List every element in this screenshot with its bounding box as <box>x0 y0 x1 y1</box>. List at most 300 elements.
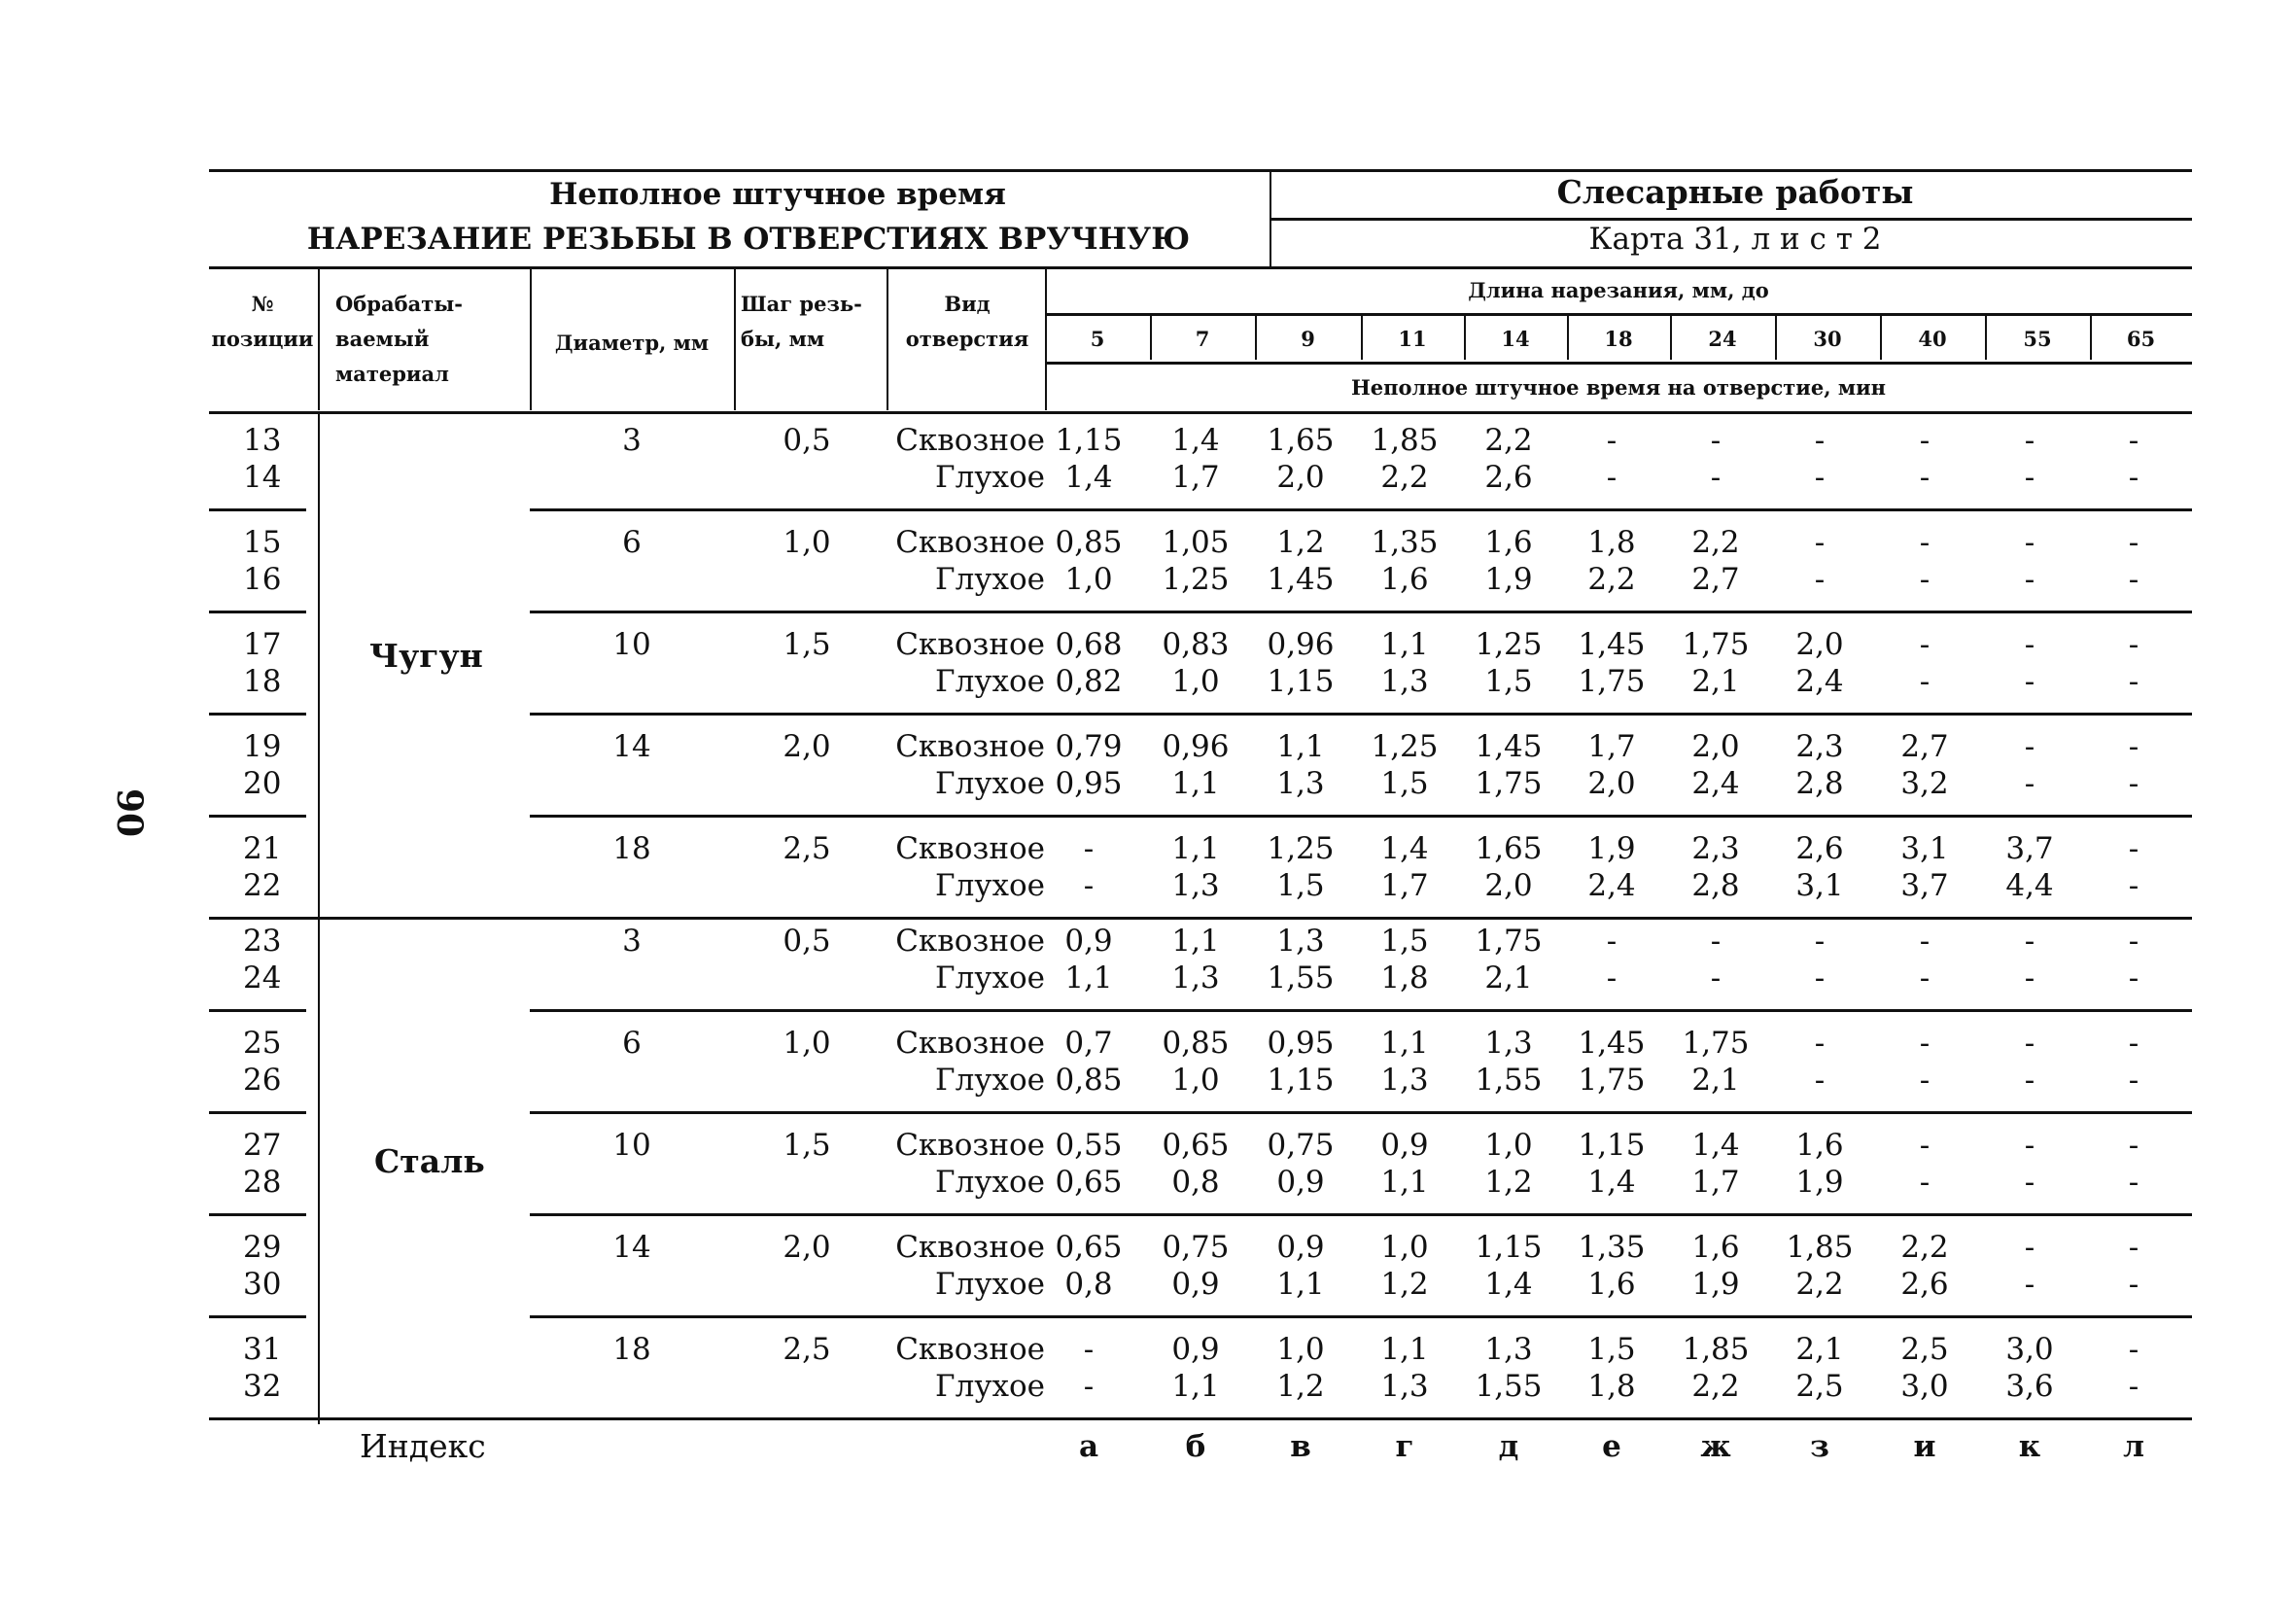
col-header-diameter: Диаметр, мм <box>554 331 710 355</box>
hole-type-label: Сквозное <box>895 627 1045 662</box>
time-cell: 0,65 <box>1162 1128 1230 1163</box>
time-cell: - <box>1710 961 1722 996</box>
time-cell: 1,0 <box>1276 1332 1325 1367</box>
index-label: Индекс <box>360 1427 486 1465</box>
time-cell: 1,35 <box>1371 525 1439 560</box>
pitch-value: 2,0 <box>783 1230 831 1265</box>
hole-type-label: Сквозное <box>895 1128 1045 1163</box>
diameter-value: 18 <box>612 1332 651 1367</box>
time-cell: 1,7 <box>1691 1165 1740 1200</box>
hole-type-label: Сквозное <box>895 1026 1045 1061</box>
time-cell: 1,4 <box>1171 423 1220 458</box>
time-cell: 1,5 <box>1276 868 1325 903</box>
time-cell: 1,15 <box>1475 1230 1543 1265</box>
diameter-value: 10 <box>612 627 651 662</box>
time-cell: 0,65 <box>1055 1230 1123 1265</box>
time-cell: - <box>2024 1230 2035 1265</box>
header-column-divider <box>530 266 532 410</box>
time-cell: 1,55 <box>1475 1369 1543 1404</box>
length-column-header: 55 <box>2023 327 2052 351</box>
time-cell: 2,6 <box>1795 831 1844 866</box>
length-column-header: 5 <box>1090 327 1105 351</box>
length-column-divider <box>1150 314 1152 360</box>
time-cell: 2,2 <box>1380 460 1429 495</box>
time-cell: 2,6 <box>1484 460 1533 495</box>
time-cell: - <box>1814 924 1826 959</box>
time-cell: 1,1 <box>1380 1165 1429 1200</box>
length-column-divider <box>2090 314 2092 360</box>
time-cell: 0,75 <box>1162 1230 1230 1265</box>
position-number: 17 <box>243 627 282 662</box>
pitch-value: 1,0 <box>783 1026 831 1061</box>
time-cell: 1,8 <box>1587 1369 1636 1404</box>
time-cell: 1,7 <box>1587 729 1636 764</box>
material-column-divider <box>318 411 320 1424</box>
time-cell: 0,9 <box>1276 1165 1325 1200</box>
index-letter: з <box>1810 1429 1829 1464</box>
time-cell: 1,4 <box>1064 460 1113 495</box>
time-cell: 1,7 <box>1380 868 1429 903</box>
time-cell: 2,2 <box>1900 1230 1949 1265</box>
time-cell: 1,1 <box>1380 1026 1429 1061</box>
time-cell: 1,0 <box>1380 1230 1429 1265</box>
time-cell: 2,4 <box>1587 868 1636 903</box>
time-cell: - <box>1606 961 1618 996</box>
length-column-divider <box>1670 314 1672 360</box>
row-group-rule <box>530 713 2192 716</box>
time-cell: 1,0 <box>1484 1128 1533 1163</box>
length-column-divider <box>1255 314 1257 360</box>
time-cell: 2,0 <box>1691 729 1740 764</box>
time-cell: - <box>2128 1165 2139 1200</box>
position-separator <box>209 815 306 818</box>
time-cell: 2,1 <box>1691 1063 1740 1098</box>
time-cell: 2,1 <box>1795 1332 1844 1367</box>
time-cell: 3,6 <box>2005 1369 2054 1404</box>
position-number: 21 <box>243 831 282 866</box>
time-cell: 2,5 <box>1900 1332 1949 1367</box>
page-title: НАРЕЗАНИЕ РЕЗЬБЫ В ОТВЕРСТИЯХ ВРУЧНУЮ <box>306 222 1191 257</box>
time-cell: 1,7 <box>1171 460 1220 495</box>
time-cell: - <box>1606 924 1618 959</box>
material-section-rule <box>209 917 2192 920</box>
position-separator <box>209 508 306 511</box>
time-cell: 1,15 <box>1578 1128 1646 1163</box>
time-cell: 0,8 <box>1064 1267 1113 1302</box>
position-number: 29 <box>243 1230 282 1265</box>
time-cell: 1,9 <box>1484 562 1533 597</box>
title-column-divider <box>1270 169 1271 266</box>
time-cell: 1,4 <box>1587 1165 1636 1200</box>
row-group-rule <box>530 1009 2192 1012</box>
position-number: 16 <box>243 562 282 597</box>
position-separator <box>209 713 306 716</box>
time-cell: 1,9 <box>1587 831 1636 866</box>
section-title: Слесарные работы <box>1556 173 1914 211</box>
time-cell: 0,68 <box>1055 627 1123 662</box>
hole-type-label: Глухое <box>935 961 1045 996</box>
time-cell: - <box>1083 1332 1095 1367</box>
position-number: 22 <box>243 868 282 903</box>
length-column-divider <box>1880 314 1882 360</box>
diameter-value: 3 <box>622 423 642 458</box>
time-cell: 1,05 <box>1162 525 1230 560</box>
time-cell: 1,3 <box>1380 1063 1429 1098</box>
time-cell: 3,7 <box>1900 868 1949 903</box>
time-cell: 1,3 <box>1380 1369 1429 1404</box>
time-cell: - <box>1083 831 1095 866</box>
time-cell: 0,8 <box>1171 1165 1220 1200</box>
length-column-header: 24 <box>1708 327 1737 351</box>
length-column-header: 11 <box>1398 327 1427 351</box>
time-cell: - <box>2128 627 2139 662</box>
time-cell: 1,1 <box>1380 627 1429 662</box>
header-bottom-rule <box>209 411 2192 414</box>
header-column-divider <box>1045 266 1047 410</box>
time-cell: 1,4 <box>1691 1128 1740 1163</box>
time-cell: 3,0 <box>2005 1332 2054 1367</box>
length-column-header: 65 <box>2126 327 2156 351</box>
time-cell: 0,75 <box>1267 1128 1335 1163</box>
title-divider <box>1270 218 2192 221</box>
hole-type-label: Глухое <box>935 868 1045 903</box>
hole-type-label: Сквозное <box>895 831 1045 866</box>
col-header-pitch: Шаг резь-бы, мм <box>741 292 862 351</box>
time-cell: 1,5 <box>1380 924 1429 959</box>
time-cell: 2,0 <box>1587 766 1636 801</box>
index-letter: е <box>1602 1429 1621 1464</box>
time-cell: - <box>1919 1063 1931 1098</box>
time-cell: - <box>1814 1026 1826 1061</box>
index-letter: г <box>1395 1429 1414 1464</box>
time-cell: 2,2 <box>1484 423 1533 458</box>
position-separator <box>209 1111 306 1114</box>
col-header-no: № позиции <box>211 292 314 351</box>
diameter-value: 3 <box>622 924 642 959</box>
time-cell: - <box>2128 1063 2139 1098</box>
table-bottom-rule <box>209 1417 2192 1420</box>
position-separator <box>209 1315 306 1318</box>
time-cell: - <box>1814 562 1826 597</box>
time-cell: 0,9 <box>1276 1230 1325 1265</box>
position-number: 30 <box>243 1267 282 1302</box>
time-cell: 2,1 <box>1484 961 1533 996</box>
time-cell: 1,45 <box>1578 1026 1646 1061</box>
material-cast-iron: Чугун <box>369 637 483 675</box>
time-cell: 1,6 <box>1691 1230 1740 1265</box>
time-cell: - <box>2128 460 2139 495</box>
time-cell: 1,65 <box>1475 831 1543 866</box>
time-cell: 1,45 <box>1267 562 1335 597</box>
position-separator <box>209 1009 306 1012</box>
time-cell: 1,0 <box>1171 1063 1220 1098</box>
time-cell: 1,5 <box>1587 1332 1636 1367</box>
length-column-header: 14 <box>1501 327 1530 351</box>
page-number: 90 <box>109 787 151 838</box>
time-cell: - <box>2128 562 2139 597</box>
time-cell: 0,79 <box>1055 729 1123 764</box>
pitch-value: 0,5 <box>783 924 831 959</box>
hole-type-label: Глухое <box>935 1369 1045 1404</box>
col-header-length-caption: Длина нарезания, мм, до <box>1468 278 1769 302</box>
time-cell: - <box>1919 1026 1931 1061</box>
index-letter: л <box>2123 1429 2144 1464</box>
index-letter: а <box>1078 1429 1099 1464</box>
position-number: 32 <box>243 1369 282 1404</box>
time-cell: 1,15 <box>1055 423 1123 458</box>
hole-type-label: Глухое <box>935 664 1045 699</box>
time-cell: 1,2 <box>1276 1369 1325 1404</box>
hole-type-label: Глухое <box>935 1165 1045 1200</box>
time-cell: - <box>2128 1267 2139 1302</box>
index-letter: ж <box>1700 1429 1731 1464</box>
length-header-rule <box>1045 313 2192 316</box>
pitch-value: 1,0 <box>783 525 831 560</box>
time-cell: - <box>2128 924 2139 959</box>
time-cell: 1,6 <box>1380 562 1429 597</box>
position-number: 25 <box>243 1026 282 1061</box>
time-cell: 1,0 <box>1171 664 1220 699</box>
hole-type-label: Сквозное <box>895 423 1045 458</box>
time-cell: 3,1 <box>1900 831 1949 866</box>
time-cell: 1,3 <box>1484 1026 1533 1061</box>
time-cell: 1,3 <box>1484 1332 1533 1367</box>
length-column-divider <box>1464 314 1466 360</box>
hole-type-label: Глухое <box>935 460 1045 495</box>
time-cell: 1,1 <box>1276 729 1325 764</box>
pitch-value: 1,5 <box>783 1128 831 1163</box>
time-cell: 1,75 <box>1578 1063 1646 1098</box>
time-cell: - <box>2128 1128 2139 1163</box>
time-cell: - <box>2024 1267 2035 1302</box>
time-cell: 2,8 <box>1691 868 1740 903</box>
time-cell: - <box>2128 1369 2139 1404</box>
time-cell: - <box>1919 525 1931 560</box>
time-cell: - <box>2024 460 2035 495</box>
time-cell: 1,6 <box>1484 525 1533 560</box>
time-cell: 1,75 <box>1682 1026 1750 1061</box>
time-cell: - <box>1710 924 1722 959</box>
time-cell: 0,95 <box>1267 1026 1335 1061</box>
pitch-value: 2,5 <box>783 1332 831 1367</box>
time-cell: 3,2 <box>1900 766 1949 801</box>
position-separator <box>209 1213 306 1216</box>
time-cell: - <box>2024 766 2035 801</box>
time-cell: - <box>2128 525 2139 560</box>
time-cell: - <box>1814 423 1826 458</box>
time-cell: 2,2 <box>1587 562 1636 597</box>
time-cell: - <box>1814 525 1826 560</box>
time-cell: - <box>2024 627 2035 662</box>
time-cell: 2,3 <box>1795 729 1844 764</box>
row-group-rule <box>530 508 2192 511</box>
time-cell: 2,4 <box>1691 766 1740 801</box>
time-cell: - <box>2128 868 2139 903</box>
time-cell: - <box>1710 460 1722 495</box>
time-cell: - <box>1919 1128 1931 1163</box>
row-group-rule <box>530 1315 2192 1318</box>
time-cell: 3,0 <box>1900 1369 1949 1404</box>
time-cell: - <box>2128 729 2139 764</box>
diameter-value: 10 <box>612 1128 651 1163</box>
time-cell: 1,2 <box>1484 1165 1533 1200</box>
time-cell: 1,45 <box>1475 729 1543 764</box>
hole-type-label: Сквозное <box>895 1230 1045 1265</box>
time-cell: 1,3 <box>1380 664 1429 699</box>
time-cell: 1,65 <box>1267 423 1335 458</box>
time-cell: 2,7 <box>1691 562 1740 597</box>
time-cell: - <box>2024 1026 2035 1061</box>
time-cell: 1,3 <box>1276 766 1325 801</box>
time-cell: - <box>2128 423 2139 458</box>
time-cell: - <box>1919 460 1931 495</box>
diameter-value: 14 <box>612 1230 651 1265</box>
header-rule <box>209 266 2192 269</box>
time-cell: 0,65 <box>1055 1165 1123 1200</box>
time-cell: 1,25 <box>1162 562 1230 597</box>
hole-type-label: Глухое <box>935 1267 1045 1302</box>
time-cell: - <box>2128 831 2139 866</box>
time-cell: 2,0 <box>1795 627 1844 662</box>
position-number: 28 <box>243 1165 282 1200</box>
position-number: 20 <box>243 766 282 801</box>
time-cell: 1,3 <box>1171 961 1220 996</box>
time-cell: 0,85 <box>1162 1026 1230 1061</box>
header-subtitle: Неполное штучное время <box>549 177 1006 212</box>
hole-type-label: Сквозное <box>895 924 1045 959</box>
row-group-rule <box>530 1111 2192 1114</box>
pitch-value: 2,5 <box>783 831 831 866</box>
time-cell: 1,1 <box>1171 924 1220 959</box>
time-cell: - <box>2128 1230 2139 1265</box>
time-cell: - <box>1919 562 1931 597</box>
pitch-value: 2,0 <box>783 729 831 764</box>
time-cell: 1,3 <box>1171 868 1220 903</box>
diameter-value: 6 <box>622 525 642 560</box>
time-cell: 1,85 <box>1682 1332 1750 1367</box>
index-letter: к <box>2018 1429 2041 1464</box>
length-column-divider <box>1567 314 1569 360</box>
time-cell: 1,15 <box>1267 1063 1335 1098</box>
time-cell: 1,55 <box>1267 961 1335 996</box>
time-cell: - <box>1919 924 1931 959</box>
time-cell: 1,75 <box>1682 627 1750 662</box>
col-header-material: Обрабаты-ваемый материал <box>335 292 463 386</box>
hole-type-label: Глухое <box>935 1063 1045 1098</box>
time-cell: 1,5 <box>1484 664 1533 699</box>
time-cell: - <box>2024 1128 2035 1163</box>
length-column-header: 9 <box>1301 327 1315 351</box>
time-cell: - <box>2024 1063 2035 1098</box>
time-cell: 1,9 <box>1691 1267 1740 1302</box>
time-cell: - <box>1083 1369 1095 1404</box>
time-cell: 1,1 <box>1171 831 1220 866</box>
time-cell: 1,0 <box>1064 562 1113 597</box>
time-cell: 0,9 <box>1380 1128 1429 1163</box>
time-cell: 1,6 <box>1795 1128 1844 1163</box>
time-cell: - <box>1606 460 1618 495</box>
time-cell: 2,5 <box>1795 1369 1844 1404</box>
time-cell: 1,75 <box>1578 664 1646 699</box>
time-cell: - <box>2024 729 2035 764</box>
time-cell: - <box>2024 664 2035 699</box>
time-cell: 1,1 <box>1276 1267 1325 1302</box>
hole-type-label: Сквозное <box>895 729 1045 764</box>
time-cell: 2,2 <box>1691 1369 1740 1404</box>
time-cell: 1,1 <box>1064 961 1113 996</box>
time-cell: - <box>1919 664 1931 699</box>
diameter-value: 14 <box>612 729 651 764</box>
length-column-divider <box>1775 314 1777 360</box>
position-number: 13 <box>243 423 282 458</box>
row-group-rule <box>530 1213 2192 1216</box>
col-header-hole-type: Вид отверстия <box>905 292 1029 351</box>
time-cell: - <box>1814 961 1826 996</box>
time-cell: 1,1 <box>1171 1369 1220 1404</box>
time-cell: - <box>2024 924 2035 959</box>
length-header-rule <box>1045 362 2192 365</box>
pitch-value: 1,5 <box>783 627 831 662</box>
time-cell: 0,9 <box>1171 1267 1220 1302</box>
card-number: Карта 31, л и с т 2 <box>1588 222 1882 257</box>
time-cell: 1,25 <box>1475 627 1543 662</box>
col-header-time-caption: Неполное штучное время на отверстие, мин <box>1350 375 1887 400</box>
time-cell: 2,2 <box>1691 525 1740 560</box>
index-letter: д <box>1498 1429 1519 1464</box>
index-letter: в <box>1290 1429 1311 1464</box>
diameter-value: 18 <box>612 831 651 866</box>
length-column-header: 7 <box>1195 327 1210 351</box>
time-cell: 1,85 <box>1786 1230 1854 1265</box>
time-cell: - <box>2128 766 2139 801</box>
position-number: 27 <box>243 1128 282 1163</box>
length-column-header: 40 <box>1918 327 1947 351</box>
time-cell: 1,5 <box>1380 766 1429 801</box>
length-column-divider <box>1985 314 1987 360</box>
row-group-rule <box>530 611 2192 613</box>
time-cell: 1,2 <box>1380 1267 1429 1302</box>
index-letter: б <box>1185 1429 1206 1464</box>
time-cell: 0,85 <box>1055 1063 1123 1098</box>
time-cell: - <box>2128 1026 2139 1061</box>
time-cell: 2,4 <box>1795 664 1844 699</box>
time-cell: 1,1 <box>1171 766 1220 801</box>
time-cell: 2,0 <box>1484 868 1533 903</box>
time-cell: 0,96 <box>1162 729 1230 764</box>
time-cell: - <box>1919 423 1931 458</box>
length-column-header: 30 <box>1813 327 1842 351</box>
time-cell: - <box>2024 961 2035 996</box>
time-cell: 1,4 <box>1484 1267 1533 1302</box>
row-group-rule <box>530 815 2192 818</box>
time-cell: - <box>1814 460 1826 495</box>
time-cell: - <box>2024 525 2035 560</box>
header-column-divider <box>318 266 320 410</box>
time-cell: - <box>1919 961 1931 996</box>
index-letter: и <box>1913 1429 1936 1464</box>
time-cell: 1,45 <box>1578 627 1646 662</box>
hole-type-label: Сквозное <box>895 1332 1045 1367</box>
position-separator <box>209 611 306 613</box>
time-cell: - <box>2024 423 2035 458</box>
time-cell: 3,7 <box>2005 831 2054 866</box>
time-cell: - <box>2024 1165 2035 1200</box>
time-cell: - <box>1083 868 1095 903</box>
time-cell: 0,9 <box>1171 1332 1220 1367</box>
diameter-value: 6 <box>622 1026 642 1061</box>
time-cell: 1,25 <box>1267 831 1335 866</box>
hole-type-label: Глухое <box>935 766 1045 801</box>
